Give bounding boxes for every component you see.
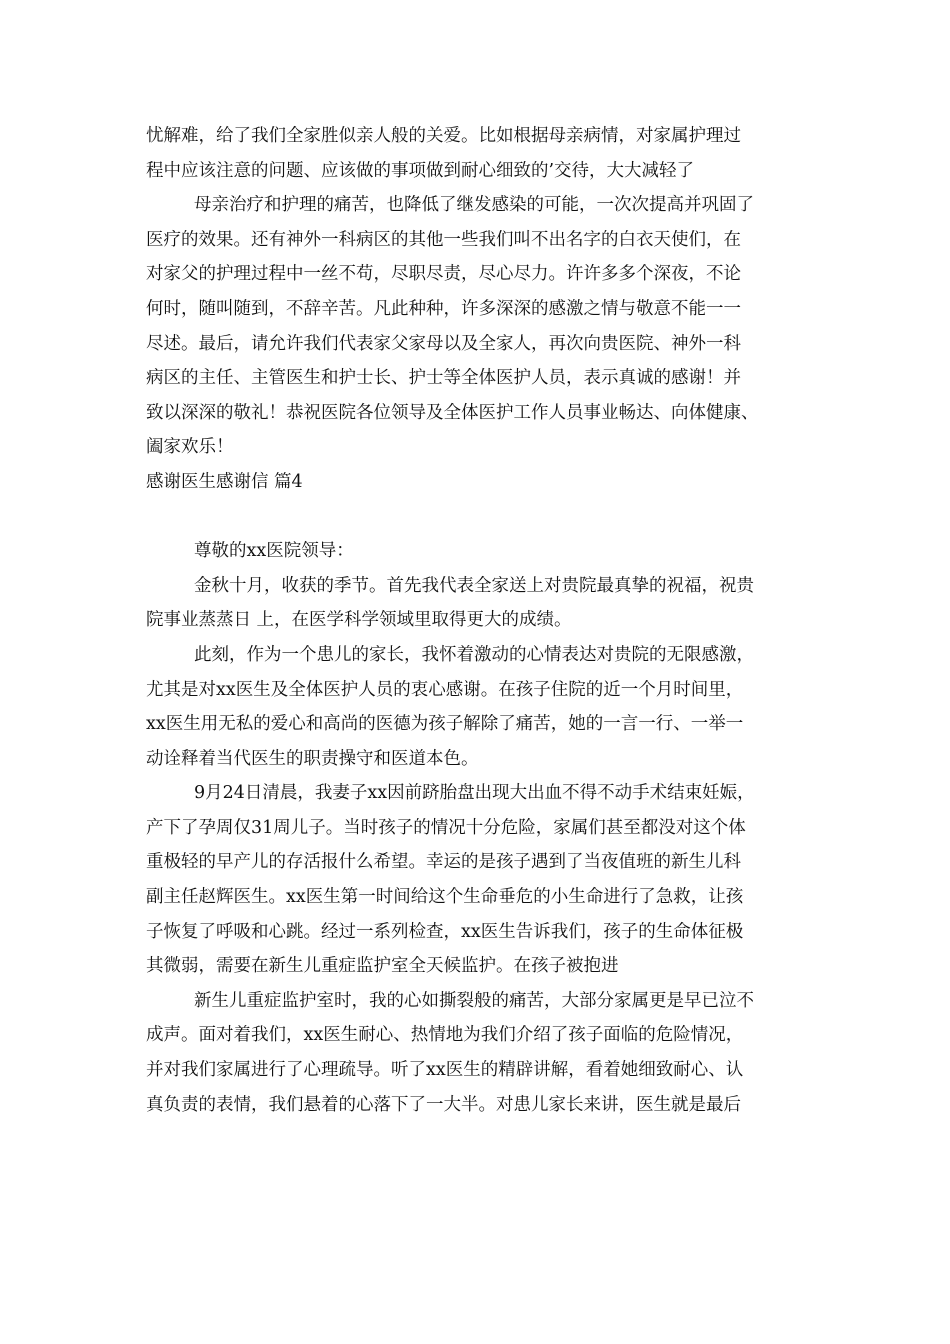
text-line: 动诠释着当代医生的职责操守和医道本色。 [146, 748, 479, 769]
text-line: 忧解难，给了我们全家胜似亲人般的关爱。比如根据母亲病情，对家属护理过 [146, 126, 741, 146]
text-line: 金秋十月，收获的季节。首先我代表全家送上对贵院最真挚的祝福，祝贵 [194, 575, 754, 596]
section-title: 感谢医生感谢信 篇4 [146, 471, 303, 492]
document-body [146, 119, 806, 1122]
text-line: 程中应该注意的问题、应该做的事项做到耐心细致的’交待，大大减轻了 [146, 160, 695, 181]
text-line: 尽述。最后，请允许我们代表家父家母以及全家人，再次向贵医院、神外一科 [146, 333, 741, 354]
text-line: 重极轻的早产儿的存活报什么希望。幸运的是孩子遇到了当夜值班的新生儿科 [146, 852, 741, 873]
text-line: 子恢复了呼吸和心跳。经过一系列检查，xx医生告诉我们，孩子的生命体征极 [146, 921, 744, 942]
text-line: 并对我们家属进行了心理疏导。听了xx医生的精辟讲解，看着她细致耐心、认 [146, 1060, 744, 1081]
salutation: 尊敬的xx医院领导： [194, 541, 354, 562]
text-line: 何时，随叫随到，不辞辛苦。凡此种种，许多深深的感激之情与敬意不能一一 [146, 298, 741, 319]
paragraph [146, 569, 806, 638]
text-line: 尤其是对xx医生及全体医护人员的衷心感谢。在孩子住院的近一个月时间里， [146, 679, 744, 700]
paragraph-continued [146, 119, 806, 188]
text-line: 副主任赵辉医生。xx医生第一时间给这个生命垂危的小生命进行了急救，让孩 [146, 887, 744, 908]
text-line: 成声。面对着我们，xx医生耐心、热情地为我们介绍了孩子面临的危险情况， [146, 1025, 744, 1046]
text-line: 对家父的护理过程中一丝不苟，尽职尽责，尽心尽力。许许多多个深夜，不论 [146, 264, 741, 285]
text-line: 此刻，作为一个患儿的家长，我怀着激动的心情表达对贵院的无限感激， [194, 644, 754, 665]
text-line: 致以深深的敬礼！恭祝医院各位领导及全体医护工作人员事业畅达、向体健康、 [146, 402, 759, 423]
text-line: 阖家欢乐！ [146, 437, 234, 458]
paragraph [146, 638, 806, 776]
text-line: 母亲治疗和护理的痛苦，也降低了继发感染的可能，一次次提高并巩固了 [194, 195, 754, 216]
text-line: 院事业蒸蒸日 上，在医学科学领域里取得更大的成绩。 [146, 610, 572, 631]
text-line: 产下了孕周仅31周儿子。当时孩子的情况十分危险，家属们甚至都没对这个体 [146, 817, 746, 838]
text-line: 其微弱，需要在新生儿重症监护室全天候监护。在孩子被抱进 [146, 956, 619, 977]
paragraph [146, 188, 806, 465]
text-line: 9月24日清晨，我妻子xx因前跻胎盘出现大出血不得不动手术结束妊娠， [194, 783, 755, 804]
text-line: 医疗的效果。还有神外一科病区的其他一些我们叫不出名字的白衣天使们，在 [146, 229, 741, 250]
paragraph [146, 984, 806, 1122]
blank-line [146, 500, 806, 535]
text-line: 真负责的表情，我们悬着的心落下了一大半。对患儿家长来讲，医生就是最后 [146, 1094, 741, 1115]
text-line: xx医生用无私的爱心和高尚的医德为孩子解除了痛苦，她的一言一行、一举一 [146, 714, 744, 735]
text-line: 新生儿重症监护室时，我的心如撕裂般的痛苦，大部分家属更是早已泣不 [194, 990, 754, 1011]
text-line: 病区的主任、主管医生和护士长、护士等全体医护人员，表示真诚的感谢！并 [146, 368, 741, 389]
paragraph [146, 776, 806, 984]
